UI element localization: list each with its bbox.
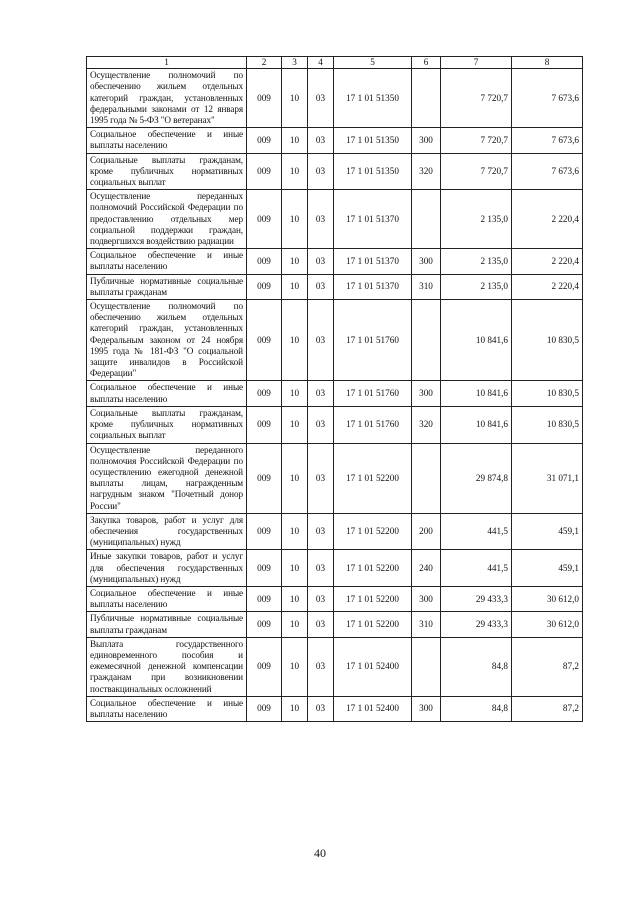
row-name-cell: Осуществление полномочий по обеспечению жильем отдельных категорий граждан, установленных Федеральным законом от 24 ноября 1995 года № 181-ФЗ "О социальной защите инвалидов в Российской Федерации" xyxy=(87,300,247,381)
row-name-cell: Публичные нормативные социальные выплаты гражданам xyxy=(87,612,247,637)
section-code-cell: 10 xyxy=(282,128,308,153)
target-article-cell: 17 1 01 51350 xyxy=(334,128,412,153)
amount-year1-cell: 7 720,7 xyxy=(441,153,512,190)
ministry-code-cell: 009 xyxy=(247,586,282,611)
expense-type-cell xyxy=(412,637,441,696)
amount-year2-cell: 7 673,6 xyxy=(512,69,583,128)
amount-year1-cell: 2 135,0 xyxy=(441,249,512,274)
expense-type-cell: 300 xyxy=(412,128,441,153)
table-row xyxy=(87,612,583,637)
ministry-code-cell: 009 xyxy=(247,190,282,249)
section-code-cell: 10 xyxy=(282,153,308,190)
subsection-code-cell: 03 xyxy=(308,381,334,406)
ministry-code-cell: 009 xyxy=(247,406,282,443)
target-article-cell: 17 1 01 51760 xyxy=(334,381,412,406)
ministry-code-cell: 009 xyxy=(247,381,282,406)
section-code-cell: 10 xyxy=(282,300,308,381)
expense-type-cell: 300 xyxy=(412,696,441,721)
section-code-cell: 10 xyxy=(282,513,308,550)
subsection-code-cell: 03 xyxy=(308,637,334,696)
ministry-code-cell: 009 xyxy=(247,274,282,299)
amount-year2-cell: 10 830,5 xyxy=(512,381,583,406)
amount-year2-cell: 2 220,4 xyxy=(512,190,583,249)
expense-type-cell: 320 xyxy=(412,406,441,443)
section-code-cell: 10 xyxy=(282,696,308,721)
table-row xyxy=(87,128,583,153)
budget-table xyxy=(86,56,583,722)
table-row xyxy=(87,550,583,587)
subsection-code-cell: 03 xyxy=(308,443,334,513)
amount-year2-cell: 10 830,5 xyxy=(512,406,583,443)
expense-type-cell: 200 xyxy=(412,513,441,550)
target-article-cell: 17 1 01 52200 xyxy=(334,612,412,637)
amount-year1-cell: 29 433,3 xyxy=(441,586,512,611)
section-code-cell: 10 xyxy=(282,249,308,274)
target-article-cell: 17 1 01 52200 xyxy=(334,443,412,513)
column-header: 7 xyxy=(441,57,512,69)
section-code-cell: 10 xyxy=(282,550,308,587)
subsection-code-cell: 03 xyxy=(308,550,334,587)
row-name-cell: Социальное обеспечение и иные выплаты населению xyxy=(87,381,247,406)
subsection-code-cell: 03 xyxy=(308,696,334,721)
ministry-code-cell: 009 xyxy=(247,696,282,721)
expense-type-cell xyxy=(412,443,441,513)
target-article-cell: 17 1 01 52400 xyxy=(334,696,412,721)
row-name-cell: Социальное обеспечение и иные выплаты населению xyxy=(87,128,247,153)
section-code-cell: 10 xyxy=(282,612,308,637)
subsection-code-cell: 03 xyxy=(308,612,334,637)
subsection-code-cell: 03 xyxy=(308,69,334,128)
row-name-cell: Публичные нормативные социальные выплаты гражданам xyxy=(87,274,247,299)
table-row xyxy=(87,381,583,406)
subsection-code-cell: 03 xyxy=(308,406,334,443)
table-row xyxy=(87,443,583,513)
amount-year1-cell: 29 874,8 xyxy=(441,443,512,513)
subsection-code-cell: 03 xyxy=(308,128,334,153)
section-code-cell: 10 xyxy=(282,381,308,406)
target-article-cell: 17 1 01 51370 xyxy=(334,274,412,299)
ministry-code-cell: 009 xyxy=(247,637,282,696)
row-name-cell: Осуществление переданных полномочий Российской Федерации по предоставлению отдельных мер социальной поддержки граждан, подвергшихся воздействию радиации xyxy=(87,190,247,249)
ministry-code-cell: 009 xyxy=(247,612,282,637)
amount-year1-cell: 84,8 xyxy=(441,696,512,721)
amount-year2-cell: 459,1 xyxy=(512,513,583,550)
expense-type-cell: 310 xyxy=(412,612,441,637)
section-code-cell: 10 xyxy=(282,637,308,696)
expense-type-cell: 320 xyxy=(412,153,441,190)
table-row xyxy=(87,406,583,443)
amount-year1-cell: 2 135,0 xyxy=(441,190,512,249)
column-header: 2 xyxy=(247,57,282,69)
amount-year2-cell: 7 673,6 xyxy=(512,153,583,190)
target-article-cell: 17 1 01 51370 xyxy=(334,190,412,249)
expense-type-cell: 300 xyxy=(412,586,441,611)
amount-year2-cell: 30 612,0 xyxy=(512,612,583,637)
target-article-cell: 17 1 01 51350 xyxy=(334,69,412,128)
ministry-code-cell: 009 xyxy=(247,69,282,128)
section-code-cell: 10 xyxy=(282,274,308,299)
column-header: 5 xyxy=(334,57,412,69)
expense-type-cell: 240 xyxy=(412,550,441,587)
table-row xyxy=(87,153,583,190)
expense-type-cell xyxy=(412,190,441,249)
section-code-cell: 10 xyxy=(282,443,308,513)
amount-year1-cell: 10 841,6 xyxy=(441,300,512,381)
row-name-cell: Социальные выплаты гражданам, кроме публичных нормативных социальных выплат xyxy=(87,406,247,443)
amount-year2-cell: 7 673,6 xyxy=(512,128,583,153)
row-name-cell: Выплата государственного единовременного пособия и ежемесячной денежной компенсации гражданам при возникновении поствакцинальных осложнений xyxy=(87,637,247,696)
target-article-cell: 17 1 01 52400 xyxy=(334,637,412,696)
target-article-cell: 17 1 01 51370 xyxy=(334,249,412,274)
subsection-code-cell: 03 xyxy=(308,513,334,550)
row-name-cell: Иные закупки товаров, работ и услуг для обеспечения государственных (муниципальных) нужд xyxy=(87,550,247,587)
table-row xyxy=(87,586,583,611)
column-header: 3 xyxy=(282,57,308,69)
column-header: 6 xyxy=(412,57,441,69)
section-code-cell: 10 xyxy=(282,69,308,128)
row-name-cell: Социальное обеспечение и иные выплаты населению xyxy=(87,249,247,274)
subsection-code-cell: 03 xyxy=(308,190,334,249)
expense-type-cell: 300 xyxy=(412,381,441,406)
target-article-cell: 17 1 01 51760 xyxy=(334,300,412,381)
section-code-cell: 10 xyxy=(282,190,308,249)
amount-year2-cell: 2 220,4 xyxy=(512,249,583,274)
subsection-code-cell: 03 xyxy=(308,153,334,190)
row-name-cell: Осуществление полномочий по обеспечению жильем отдельных категорий граждан, установленных федеральными законами от 12 января 1995 года № 5-ФЗ "О ветеранах" xyxy=(87,69,247,128)
amount-year1-cell: 7 720,7 xyxy=(441,128,512,153)
table-row xyxy=(87,637,583,696)
section-code-cell: 10 xyxy=(282,406,308,443)
row-name-cell: Социальное обеспечение и иные выплаты населению xyxy=(87,696,247,721)
table-row xyxy=(87,190,583,249)
expense-type-cell: 300 xyxy=(412,249,441,274)
target-article-cell: 17 1 01 51760 xyxy=(334,406,412,443)
ministry-code-cell: 009 xyxy=(247,153,282,190)
column-header: 1 xyxy=(87,57,247,69)
ministry-code-cell: 009 xyxy=(247,513,282,550)
table-body xyxy=(87,69,583,722)
expense-type-cell: 310 xyxy=(412,274,441,299)
amount-year1-cell: 29 433,3 xyxy=(441,612,512,637)
table-row xyxy=(87,513,583,550)
target-article-cell: 17 1 01 52200 xyxy=(334,513,412,550)
amount-year2-cell: 10 830,5 xyxy=(512,300,583,381)
ministry-code-cell: 009 xyxy=(247,550,282,587)
amount-year1-cell: 441,5 xyxy=(441,550,512,587)
amount-year1-cell: 10 841,6 xyxy=(441,381,512,406)
table-row xyxy=(87,249,583,274)
table-row xyxy=(87,300,583,381)
ministry-code-cell: 009 xyxy=(247,443,282,513)
amount-year1-cell: 2 135,0 xyxy=(441,274,512,299)
table-row xyxy=(87,274,583,299)
amount-year1-cell: 84,8 xyxy=(441,637,512,696)
target-article-cell: 17 1 01 52200 xyxy=(334,586,412,611)
amount-year2-cell: 30 612,0 xyxy=(512,586,583,611)
amount-year2-cell: 87,2 xyxy=(512,696,583,721)
subsection-code-cell: 03 xyxy=(308,586,334,611)
amount-year2-cell: 2 220,4 xyxy=(512,274,583,299)
row-name-cell: Закупка товаров, работ и услуг для обеспечения государственных (муниципальных) нужд xyxy=(87,513,247,550)
table-row xyxy=(87,696,583,721)
table-header-row xyxy=(87,57,583,69)
expense-type-cell xyxy=(412,69,441,128)
column-header: 4 xyxy=(308,57,334,69)
amount-year1-cell: 7 720,7 xyxy=(441,69,512,128)
row-name-cell: Социальное обеспечение и иные выплаты населению xyxy=(87,586,247,611)
subsection-code-cell: 03 xyxy=(308,249,334,274)
section-code-cell: 10 xyxy=(282,586,308,611)
target-article-cell: 17 1 01 52200 xyxy=(334,550,412,587)
row-name-cell: Осуществление переданного полномочия Российской Федерации по осуществлению ежегодной денежной выплаты лицам, награжденным нагрудным знаком "Почетный донор России" xyxy=(87,443,247,513)
amount-year1-cell: 10 841,6 xyxy=(441,406,512,443)
column-header: 8 xyxy=(512,57,583,69)
row-name-cell: Социальные выплаты гражданам, кроме публичных нормативных социальных выплат xyxy=(87,153,247,190)
amount-year1-cell: 441,5 xyxy=(441,513,512,550)
expense-type-cell xyxy=(412,300,441,381)
amount-year2-cell: 459,1 xyxy=(512,550,583,587)
table-row xyxy=(87,69,583,128)
subsection-code-cell: 03 xyxy=(308,300,334,381)
amount-year2-cell: 87,2 xyxy=(512,637,583,696)
amount-year2-cell: 31 071,1 xyxy=(512,443,583,513)
ministry-code-cell: 009 xyxy=(247,300,282,381)
ministry-code-cell: 009 xyxy=(247,128,282,153)
target-article-cell: 17 1 01 51350 xyxy=(334,153,412,190)
page-number: 40 xyxy=(314,846,326,860)
ministry-code-cell: 009 xyxy=(247,249,282,274)
subsection-code-cell: 03 xyxy=(308,274,334,299)
